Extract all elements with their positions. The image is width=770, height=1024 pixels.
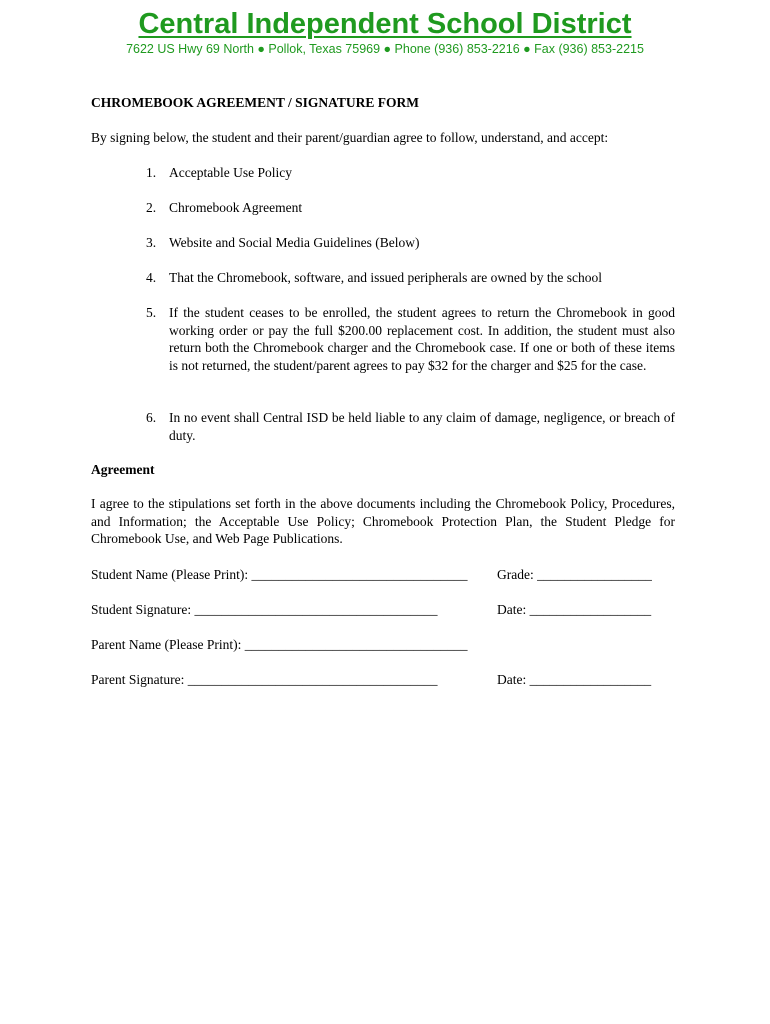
parent-date-field[interactable]: Date: __________________ xyxy=(497,672,652,687)
student-name-field[interactable]: Student Name (Please Print): ________________________________ xyxy=(91,567,468,582)
form-intro: By signing below, the student and their parent/guardian agree to follow, understand, and accept: xyxy=(91,130,609,145)
list-item-number: 2. xyxy=(146,200,157,215)
form-title: CHROMEBOOK AGREEMENT / SIGNATURE FORM xyxy=(91,95,420,110)
parent-name-field[interactable]: Parent Name (Please Print): _________________________________ xyxy=(91,637,468,652)
parent-signature-field[interactable]: Parent Signature: _____________________________________ xyxy=(91,672,438,687)
list-item-number: 4. xyxy=(146,270,157,285)
list-item-number: 1. xyxy=(146,165,157,180)
list-item-number: 5. xyxy=(146,305,157,320)
district-address: 7622 US Hwy 69 North ● Pollok, Texas 75969 ● Phone (936) 853-2216 ● Fax (936) 853-2215 xyxy=(126,42,644,56)
list-item-text: If the student ceases to be enrolled, the student agrees to return the Chromebook in good working order or pay the full $200.00 replacement cost. In addition, the student must also return both the Chromebook charger and the Chromebook case. If one or both of these items is not returned, the student/parent agrees to pay $32 for the charger and $25 for the case. xyxy=(169,305,675,373)
list-item-text: In no event shall Central ISD be held liable to any claim of damage, negligence, or breach of duty. xyxy=(169,410,675,443)
list-item-text: Website and Social Media Guidelines (Below) xyxy=(169,235,420,250)
student-date-field[interactable]: Date: __________________ xyxy=(497,602,652,617)
grade-field[interactable]: Grade: _________________ xyxy=(497,567,652,582)
district-title: Central Independent School District xyxy=(138,8,632,40)
list-item-number: 3. xyxy=(146,235,157,250)
list-item-number: 6. xyxy=(146,410,157,425)
student-signature-field[interactable]: Student Signature: ____________________________________ xyxy=(91,602,438,617)
agreement-heading: Agreement xyxy=(91,462,155,477)
list-item-text: That the Chromebook, software, and issued peripherals are owned by the school xyxy=(169,270,603,285)
agreement-body: I agree to the stipulations set forth in the above documents including the Chromebook Policy, Procedures, and Information; the Acceptable Use Policy; Chromebook Protection Plan, the Student Pledge for Chromebook Use, and Web Page Publications. xyxy=(91,496,675,546)
list-item-text: Acceptable Use Policy xyxy=(169,165,292,180)
list-item-text: Chromebook Agreement xyxy=(169,200,303,215)
